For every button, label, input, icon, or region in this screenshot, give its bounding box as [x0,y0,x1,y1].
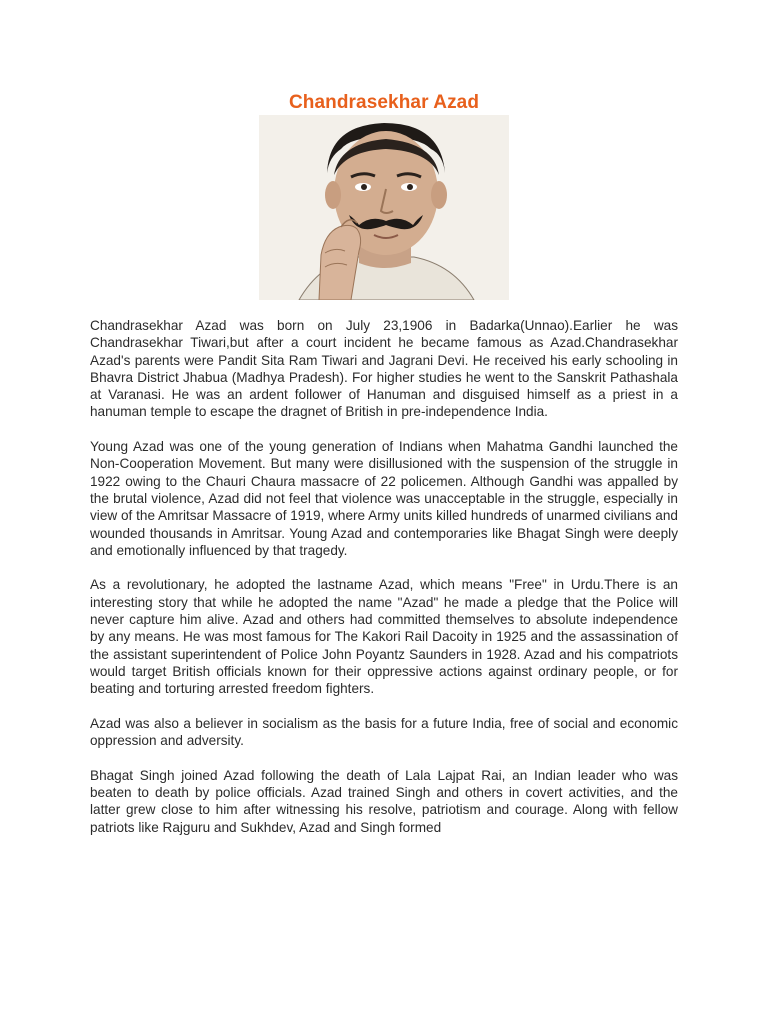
page-title: Chandrasekhar Azad [288,92,480,113]
portrait-illustration [259,115,509,300]
paragraph: Young Azad was one of the young generation of Indians when Mahatma Gandhi launched the Non-Cooperation Movement. But many were disillusioned with the suspension of the struggle in 1922 owing to the Chauri Chaura massacre of 22 policemen. Although Gandhi was appalled by the brutal violence, Azad did not feel that violence was unacceptable in the struggle, especially in view of the Amritsar Massacre of 1919, where Army units killed hundreds of unarmed civilians and wounded thousands in Amritsar. Young Azad and contemporaries like Bhagat Singh were deeply and emotionally influenced by that tragedy. [90,439,678,558]
paragraph: Chandrasekhar Azad was born on July 23,1906 in Badarka(Unnao).Earlier he was Chandrasekhar Tiwari,but after a court incident he became famous as Azad.Chandrasekhar Azad's parents were Pandit Sita Ram Tiwari and Jagrani Devi. He received his early schooling in Bhavra District Jhabua (Madhya Pradesh). For higher studies he went to the Sanskrit Pathashala at Varanasi. He was an ardent follower of Hanuman and disguised himself as a priest in a hanuman temple to escape the dragnet of British in pre-independence India. [90,318,678,420]
paragraph: As a revolutionary, he adopted the lastname Azad, which means "Free" in Urdu.There is an interesting story that while he adopted the name "Azad" he made a pledge that the Police will never capture him alive. Azad and others had committed themselves to absolute independence by any means. He was most famous for The Kakori Rail Dacoity in 1925 and the assassination of the assistant superintendent of Police John Poyantz Saunders in 1928. Azad and his compatriots would target British officials known for their oppressive actions against ordinary people, or for beating and torturing arrested freedom fighters. [90,577,678,697]
portrait-illustration-icon [259,115,509,300]
paragraph: Bhagat Singh joined Azad following the death of Lala Lajpat Rai, an Indian leader who was beaten to death by police officials. Azad trained Singh and others in covert activities, and the latter grew close to him after witnessing his resolve, patriotism and courage. Along with fellow patriots like Rajguru and Sukhdev, Azad and Singh formed [90,767,678,835]
article-body [90,317,678,853]
paragraph: Azad was also a believer in socialism as the basis for a future India, free of social and economic oppression and adversity. [90,715,678,749]
